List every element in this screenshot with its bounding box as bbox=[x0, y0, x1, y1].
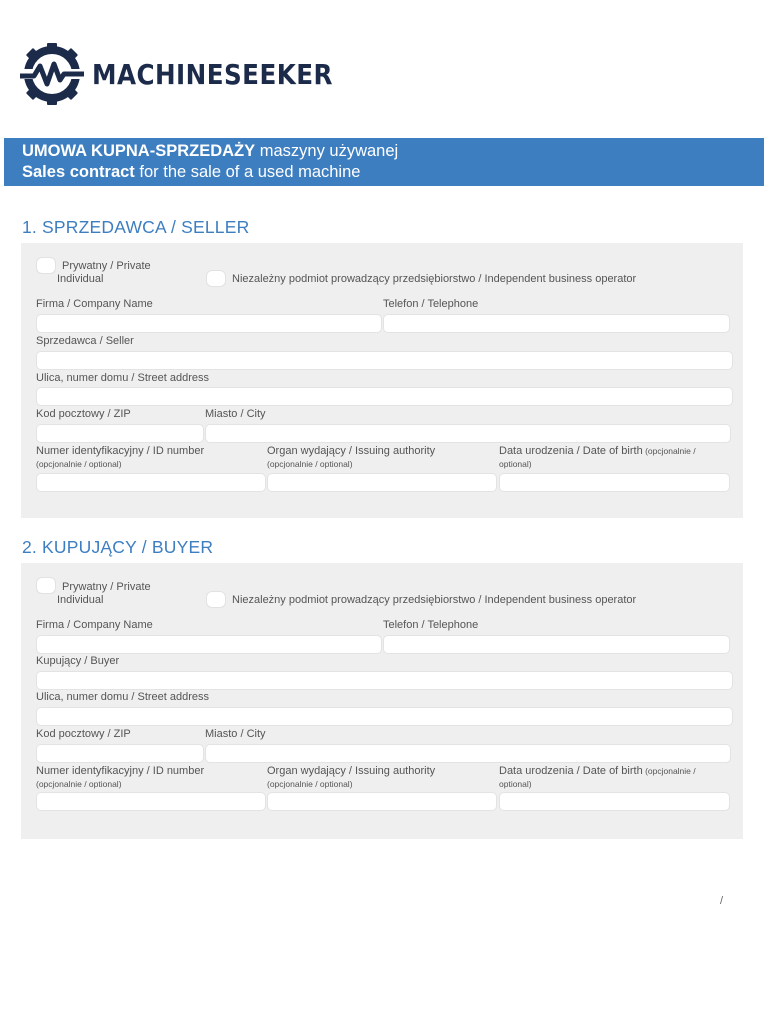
seller-dob-label bbox=[499, 445, 696, 458]
seller-street-field[interactable] bbox=[36, 387, 733, 406]
title-pl-rest: maszyny używanej bbox=[255, 142, 399, 160]
seller-private-label: Prywatny / Private bbox=[62, 260, 151, 272]
seller-dob-text: Data urodzenia / Date of birth bbox=[499, 445, 643, 457]
seller-id-label: Numer identyfikacyjny / ID number bbox=[36, 445, 205, 457]
seller-telephone-field[interactable] bbox=[383, 314, 730, 333]
buyer-city-field[interactable] bbox=[205, 744, 731, 763]
seller-private-checkbox[interactable] bbox=[36, 257, 56, 274]
seller-authority-optional: (opcjonalnie / optional) bbox=[267, 459, 353, 469]
seller-business-label: Niezależny podmiot prowadzący przedsiębiorstwo / Independent business operator bbox=[232, 273, 637, 285]
buyer-authority-label: Organ wydający / Issuing authority bbox=[267, 765, 436, 777]
buyer-dob-optional-2: optional) bbox=[499, 779, 532, 789]
buyer-zip-label: Kod pocztowy / ZIP bbox=[36, 728, 131, 740]
title-en-bold: Sales contract bbox=[22, 163, 135, 181]
seller-private-label-2: Individual bbox=[57, 273, 104, 285]
buyer-section-title: 2. KUPUJĄCY / BUYER bbox=[22, 537, 214, 557]
title-line-en bbox=[22, 162, 746, 183]
seller-authority-field[interactable] bbox=[267, 473, 497, 492]
seller-name-field[interactable] bbox=[36, 351, 733, 370]
page-number-marker: / bbox=[720, 895, 724, 907]
buyer-dob-text: Data urodzenia / Date of birth bbox=[499, 765, 643, 777]
title-pl-bold: UMOWA KUPNA-SPRZEDAŻY bbox=[22, 142, 256, 160]
buyer-panel bbox=[21, 563, 743, 839]
seller-telephone-label: Telefon / Telephone bbox=[383, 298, 479, 310]
buyer-private-checkbox[interactable] bbox=[36, 577, 56, 594]
buyer-name-field[interactable] bbox=[36, 671, 733, 690]
buyer-business-label: Niezależny podmiot prowadzący przedsiębiorstwo / Independent business operator bbox=[232, 594, 637, 606]
contract-title-banner bbox=[4, 138, 764, 186]
buyer-dob-field[interactable] bbox=[499, 792, 730, 811]
buyer-id-label: Numer identyfikacyjny / ID number bbox=[36, 765, 205, 777]
seller-company-field[interactable] bbox=[36, 314, 382, 333]
buyer-zip-field[interactable] bbox=[36, 744, 204, 763]
buyer-business-checkbox[interactable] bbox=[206, 591, 226, 608]
seller-zip-field[interactable] bbox=[36, 424, 204, 443]
buyer-street-field[interactable] bbox=[36, 707, 733, 726]
buyer-telephone-label: Telefon / Telephone bbox=[383, 619, 479, 631]
seller-dob-field[interactable] bbox=[499, 473, 730, 492]
seller-city-label: Miasto / City bbox=[205, 408, 266, 420]
buyer-city-label: Miasto / City bbox=[205, 728, 266, 740]
buyer-authority-field[interactable] bbox=[267, 792, 497, 811]
seller-street-label: Ulica, numer domu / Street address bbox=[36, 372, 210, 384]
seller-authority-label: Organ wydający / Issuing authority bbox=[267, 445, 436, 457]
seller-section-title: 1. SPRZEDAWCA / SELLER bbox=[22, 217, 250, 237]
gear-pulse-logo-icon bbox=[20, 42, 84, 106]
buyer-company-field[interactable] bbox=[36, 635, 382, 654]
seller-id-field[interactable] bbox=[36, 473, 266, 492]
seller-city-field[interactable] bbox=[205, 424, 731, 443]
seller-zip-label: Kod pocztowy / ZIP bbox=[36, 408, 131, 420]
buyer-telephone-field[interactable] bbox=[383, 635, 730, 654]
title-line-pl bbox=[22, 141, 746, 162]
buyer-dob-optional: (opcjonalnie / bbox=[642, 766, 696, 776]
seller-business-checkbox[interactable] bbox=[206, 270, 226, 287]
buyer-name-label: Kupujący / Buyer bbox=[36, 655, 120, 667]
buyer-authority-optional: (opcjonalnie / optional) bbox=[267, 779, 353, 789]
seller-company-label: Firma / Company Name bbox=[36, 298, 153, 310]
title-en-rest: for the sale of a used machine bbox=[134, 163, 361, 181]
seller-panel bbox=[21, 243, 743, 518]
seller-name-label: Sprzedawca / Seller bbox=[36, 335, 134, 347]
seller-dob-optional-2: optional) bbox=[499, 459, 532, 469]
buyer-id-field[interactable] bbox=[36, 792, 266, 811]
buyer-private-label: Prywatny / Private bbox=[62, 581, 151, 593]
buyer-company-label: Firma / Company Name bbox=[36, 619, 153, 631]
seller-id-optional: (opcjonalnie / optional) bbox=[36, 459, 122, 469]
buyer-street-label: Ulica, numer domu / Street address bbox=[36, 691, 210, 703]
logo-text: MACHINESEEKER bbox=[92, 57, 333, 91]
seller-dob-optional: (opcjonalnie / bbox=[642, 446, 696, 456]
machineseeker-logo bbox=[20, 42, 366, 106]
buyer-dob-label bbox=[499, 765, 696, 778]
buyer-id-optional: (opcjonalnie / optional) bbox=[36, 779, 122, 789]
buyer-private-label-2: Individual bbox=[57, 594, 104, 606]
